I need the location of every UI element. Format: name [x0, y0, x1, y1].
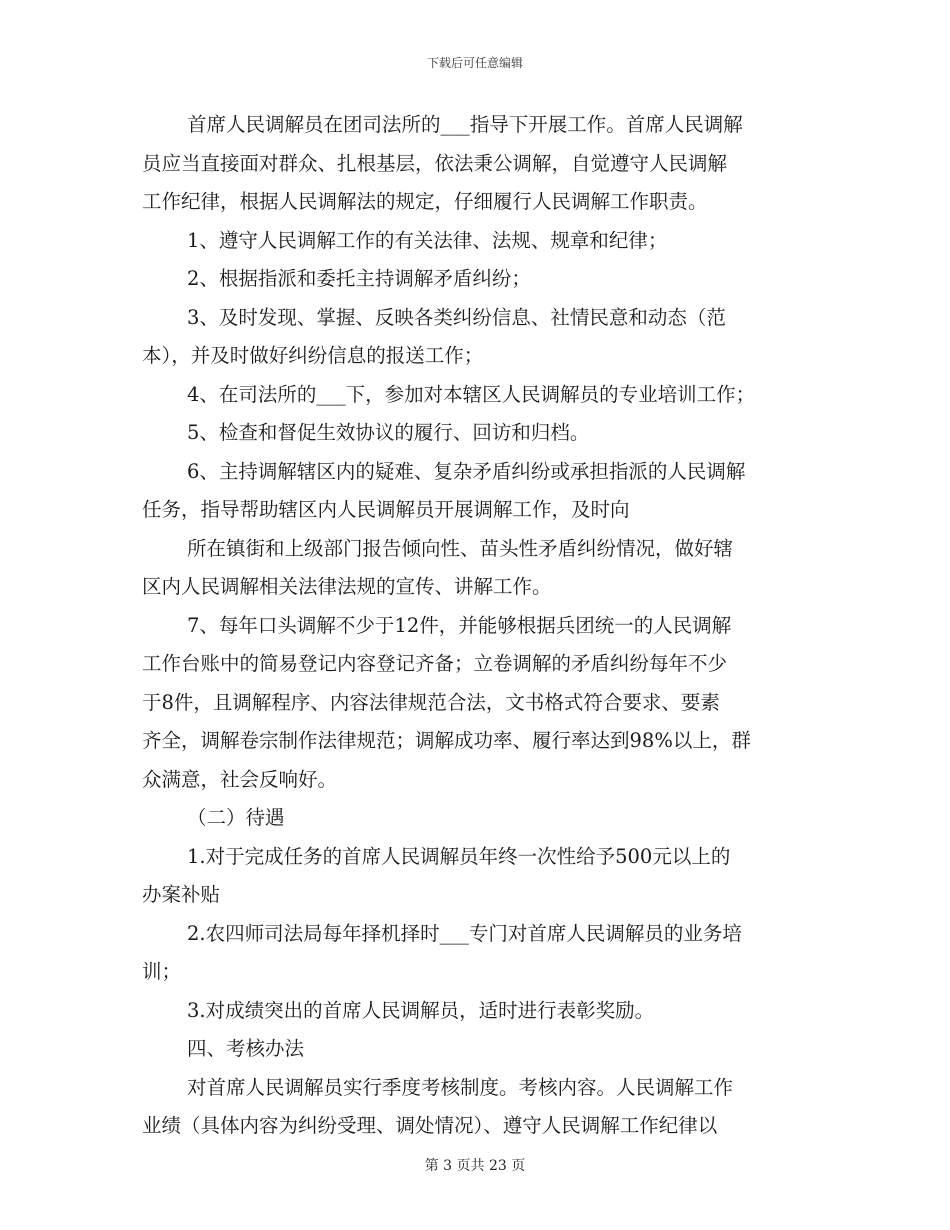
document-body — [142, 106, 810, 1146]
text-line: 4、在司法所的___下，参加对本辖区人民调解员的专业培训工作； — [187, 382, 756, 406]
page-header: 下载后可任意编辑 — [426, 56, 523, 70]
text-line: 工作台账中的简易登记内容登记齐备；立卷调解的矛盾纠纷每年不少 — [142, 652, 728, 675]
text-line: 于8件，且调解程序、内容法律规范合法，文书格式符合要求、要素 — [142, 690, 720, 714]
text-line: 工作纪律，根据人民调解法的规定，仔细履行人民调解工作职责。 — [142, 190, 708, 213]
text-line: 2、根据指派和委托主持调解矛盾纠纷； — [187, 267, 531, 290]
text-line: （二）待遇 — [187, 806, 285, 829]
text-line: 6、主持调解辖区内的疑难、复杂矛盾纠纷或承担指派的人民调解 — [187, 459, 746, 483]
text-line: 训； — [142, 960, 182, 983]
text-line: 2.农四师司法局每年择机择时___专门对首席人民调解员的业务培 — [187, 921, 742, 945]
text-line: 本），并及时做好纠纷信息的报送工作； — [142, 344, 484, 367]
text-line: 四、考核办法 — [187, 1037, 305, 1060]
page-footer: 第 3 页共 23 页 — [424, 1158, 526, 1174]
text-line: 任务，指导帮助辖区内人民调解员开展调解工作，及时向 — [142, 498, 630, 521]
text-line: 3.对成绩突出的首席人民调解员，适时进行表彰奖励。 — [187, 998, 655, 1022]
text-line: 齐全，调解卷宗制作法律规范；调解成功率、履行率达到98%以上，群 — [142, 729, 751, 752]
text-line: 众满意，社会反响好。 — [142, 767, 338, 791]
text-line: 对首席人民调解员实行季度考核制度。考核内容。人民调解工作 — [187, 1075, 734, 1099]
text-line: 区内人民调解相关法律法规的宣传、讲解工作。 — [142, 575, 552, 598]
text-line: 7、每年口头调解不少于12件，并能够根据兵团统一的人民调解 — [187, 613, 732, 637]
text-line: 办案补贴 — [142, 883, 221, 906]
text-line: 3、及时发现、掌握、反映各类纠纷信息、社情民意和动态（范 — [187, 305, 726, 329]
text-line: 1.对于完成任务的首席人民调解员年终一次性给予500元以上的 — [187, 844, 731, 868]
text-line: 业绩（具体内容为纠纷受理、调处情况）、遵守人民调解工作纪律以 — [142, 1114, 718, 1137]
text-line: 首席人民调解员在团司法所的___指导下开展工作。首席人民调解 — [187, 113, 743, 136]
text-line: 所在镇街和上级部门报告倾向性、苗头性矛盾纠纷情况，做好辖 — [187, 536, 734, 560]
text-line: 5、检查和督促生效协议的履行、回访和归档。 — [187, 421, 590, 444]
text-line: 1、遵守人民调解工作的有关法律、法规、规章和纪律； — [187, 228, 668, 252]
text-line: 员应当直接面对群众、扎根基层，依法秉公调解，自觉遵守人民调解 — [142, 151, 728, 175]
